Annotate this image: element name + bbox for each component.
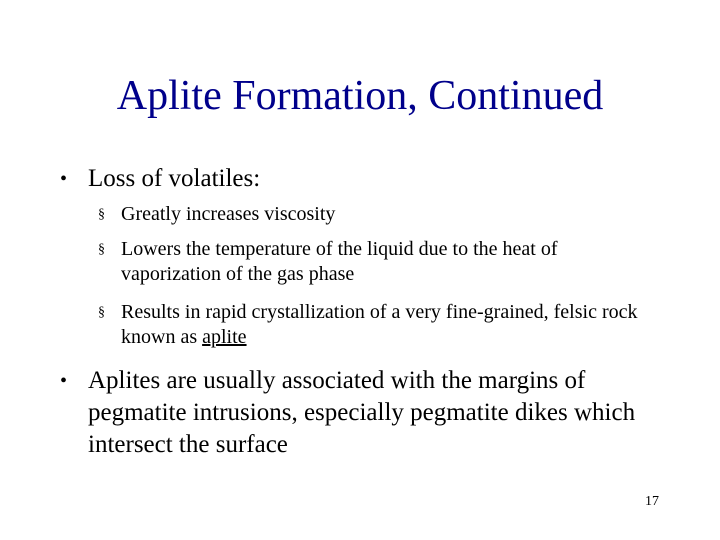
subbullet-marker: § bbox=[98, 305, 105, 320]
bullet-text: Loss of volatiles: bbox=[88, 165, 261, 192]
page-number: 17 bbox=[645, 494, 659, 509]
bullet-marker: • bbox=[60, 168, 68, 190]
aplite-link[interactable]: aplite bbox=[202, 326, 247, 348]
subbullet-marker: § bbox=[98, 207, 105, 222]
subbullet-text bbox=[121, 300, 658, 350]
subbullet-text-before: Results in rapid crystallization of a very fine-grained, felsic rock known as bbox=[121, 301, 638, 348]
subbullet-text: Greatly increases viscosity bbox=[121, 203, 336, 225]
bullet-text: Aplites are usually associated with the margins of pegmatite intrusions, especially pegmatite dikes which intersect the surface bbox=[88, 367, 636, 458]
subbullet-marker: § bbox=[98, 242, 105, 257]
bullet-aplites-association bbox=[60, 365, 680, 465]
bullet-loss-of-volatiles bbox=[60, 163, 680, 197]
subbullet-text: Lowers the temperature of the liquid due to the heat of vaporization of the gas phase bbox=[121, 238, 558, 285]
bullet-marker: • bbox=[60, 370, 68, 392]
slide-title: Aplite Formation, Continued bbox=[116, 73, 604, 119]
